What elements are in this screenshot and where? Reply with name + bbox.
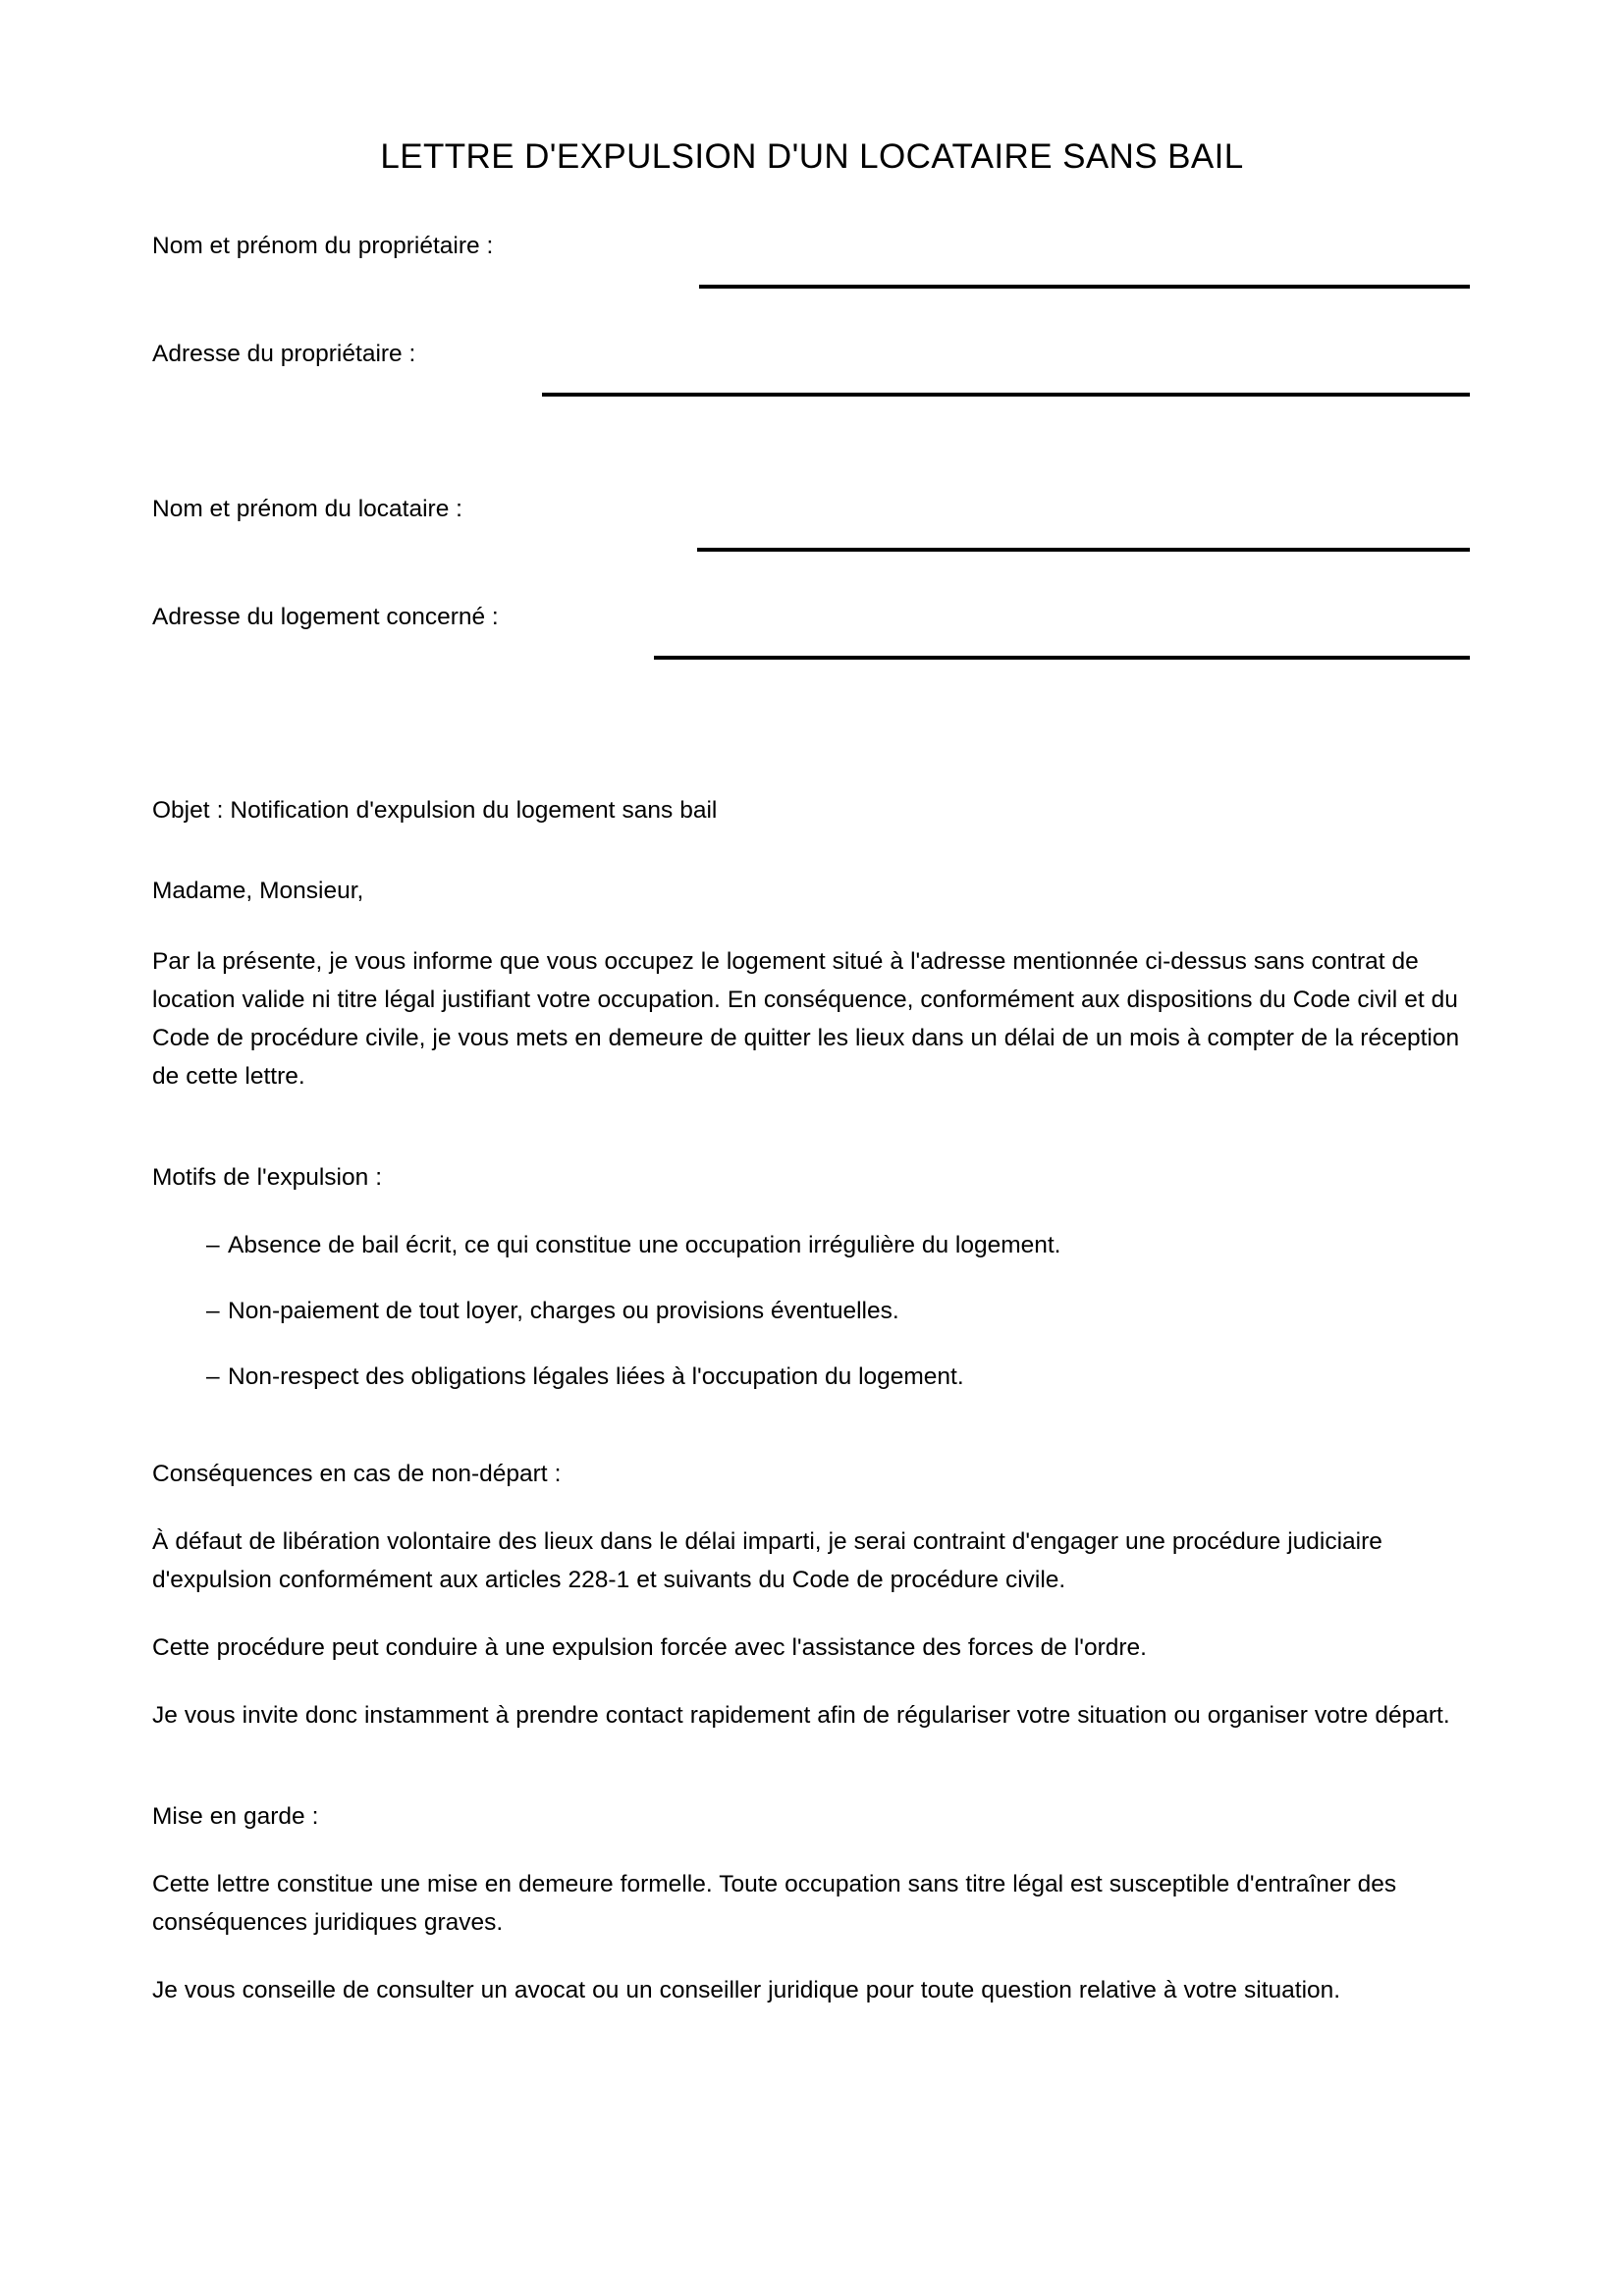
motifs-heading: Motifs de l'expulsion : xyxy=(152,1164,383,1191)
warning-paragraph-2: Je vous conseille de consulter un avocat ou un conseiller juridique pour toute question relative à votre situation. xyxy=(152,1977,1341,2003)
list-item xyxy=(152,1292,1473,1330)
spacer xyxy=(152,1125,1473,1158)
letter-subject: Objet : Notification d'expulsion du logement sans bail xyxy=(152,797,718,824)
consequences-paragraph-3: Je vous invite donc instamment à prendre contact rapidement afin de régulariser votre situation ou organiser votre départ. xyxy=(152,1702,1450,1729)
form-field-owner-address xyxy=(0,340,1624,448)
form-fields-block xyxy=(0,232,1624,683)
form-field-owner-name xyxy=(0,232,1624,340)
form-field-label: Adresse du propriétaire : xyxy=(152,341,416,367)
form-field-label: Nom et prénom du propriétaire : xyxy=(152,233,494,259)
form-field-label: Adresse du logement concerné : xyxy=(152,604,499,630)
form-field-tenant-name xyxy=(0,495,1624,603)
form-field-write-line[interactable] xyxy=(699,285,1470,289)
dash-bullet-icon: – xyxy=(206,1298,220,1324)
page-title: LETTRE D'EXPULSION D'UN LOCATAIRE SANS BAIL xyxy=(380,137,1244,177)
form-field-dwelling-address xyxy=(0,603,1624,711)
letter-intro-paragraph: Par la présente, je vous informe que vous occupez le logement situé à l'adresse mentionnée ci-dessus sans contrat de location valide ni titre légal justifiant votre occupation. En conséquence, conformément aux dispositions du Code civil et du Code de procédure civile, je vous mets en demeure de quitter les lieux dans un délai de un mois à compter de la réception de cette lettre. xyxy=(152,948,1460,1090)
form-field-write-line[interactable] xyxy=(542,393,1470,397)
spacer xyxy=(152,1764,1473,1797)
list-item-label: Non-respect des obligations légales liées à l'occupation du logement. xyxy=(228,1363,964,1390)
warning-heading: Mise en garde : xyxy=(152,1803,319,1830)
letter-salutation: Madame, Monsieur, xyxy=(152,878,364,904)
dash-bullet-icon: – xyxy=(206,1232,220,1258)
form-field-write-line[interactable] xyxy=(654,656,1470,660)
motifs-list xyxy=(152,1226,1473,1396)
list-item xyxy=(152,1226,1473,1264)
form-field-write-line[interactable] xyxy=(697,548,1470,552)
form-field-label: Nom et prénom du locataire : xyxy=(152,496,462,522)
consequences-heading: Conséquences en cas de non-départ : xyxy=(152,1461,562,1487)
consequences-paragraph-1: À défaut de libération volontaire des lieux dans le délai imparti, je serai contraint d'engager une procédure judiciaire d'expulsion conformément aux articles 228-1 et suivants du Code de procédure civile. xyxy=(152,1528,1382,1593)
spacer xyxy=(152,1421,1473,1455)
list-item-label: Absence de bail écrit, ce qui constitue une occupation irrégulière du logement. xyxy=(228,1232,1061,1258)
list-item xyxy=(152,1358,1473,1396)
list-item-label: Non-paiement de tout loyer, charges ou provisions éventuelles. xyxy=(228,1298,899,1324)
consequences-paragraph-2: Cette procédure peut conduire à une expulsion forcée avec l'assistance des forces de l'ordre. xyxy=(152,1634,1147,1661)
warning-paragraph-1: Cette lettre constitue une mise en demeure formelle. Toute occupation sans titre légal est susceptible d'entraîner des conséquences juridiques graves. xyxy=(152,1871,1397,1936)
dash-bullet-icon: – xyxy=(206,1363,220,1390)
letter-body xyxy=(152,791,1473,2039)
